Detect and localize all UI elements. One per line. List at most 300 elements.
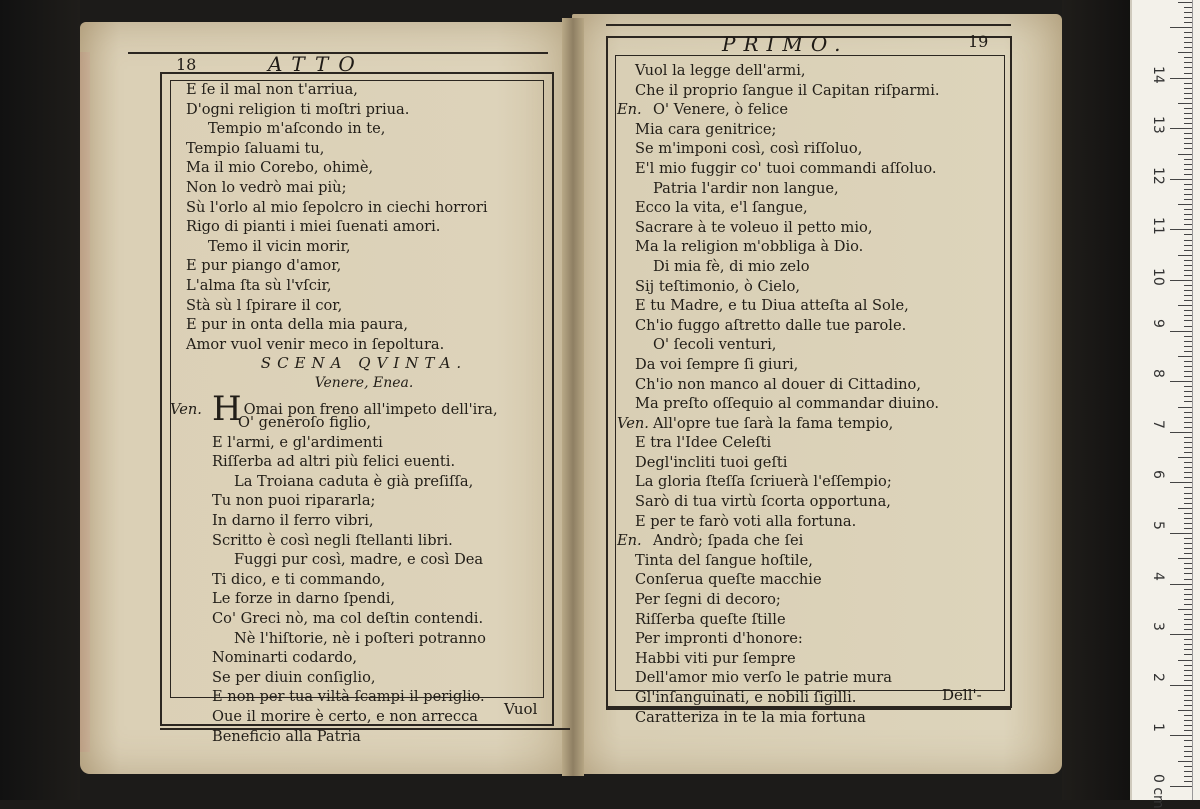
- ruler-tick: [1184, 654, 1192, 655]
- verse-text: Per impronti d'honore:: [635, 630, 803, 648]
- ruler-tick: [1184, 513, 1192, 514]
- verse-line: [617, 492, 1002, 512]
- ruler-tick: [1178, 761, 1192, 762]
- right-header-rule: [606, 24, 1011, 26]
- ruler-tick: [1170, 685, 1192, 686]
- verse-line: [617, 590, 1002, 610]
- ruler-tick: [1184, 250, 1192, 251]
- verse-text: Riſſerba ad altri più felici euenti.: [212, 453, 456, 471]
- ruler-tick: [1184, 310, 1192, 311]
- ruler-tick: [1184, 619, 1192, 620]
- ruler-label: 2: [1150, 672, 1166, 682]
- verse-line: [617, 355, 1002, 375]
- verse-text: Ma la religion m'obbliga à Dio.: [635, 238, 864, 256]
- verse-line: D'ogni religion ti moſtri priua.: [186, 100, 410, 118]
- ruler-tick: [1178, 204, 1192, 205]
- verse-line: [617, 649, 1002, 669]
- ruler-tick: [1178, 609, 1192, 610]
- ruler-tick: [1184, 113, 1192, 114]
- ruler-label: 4: [1150, 571, 1166, 581]
- ruler-tick: [1184, 326, 1192, 327]
- ruler-tick: [1184, 452, 1192, 453]
- verse-line: [617, 277, 1002, 297]
- ruler-tick: [1178, 154, 1192, 155]
- verse-text: La Troiana caduta è già preſiſſa,: [234, 472, 474, 490]
- verse-line: [617, 610, 1002, 630]
- ruler-tick: [1184, 700, 1192, 701]
- ruler-label: 6: [1150, 470, 1166, 480]
- ruler-tick: [1184, 493, 1192, 494]
- verse-text: Caratteriza in te la mia fortuna: [635, 708, 866, 726]
- ruler-tick: [1184, 412, 1192, 413]
- verse-text: In darno il ferro vibri,: [212, 512, 374, 530]
- verse-line: [617, 551, 1002, 571]
- ruler-tick: [1184, 538, 1192, 539]
- ruler-tick: [1170, 381, 1192, 382]
- ruler-tick: [1184, 528, 1192, 529]
- ruler-tick: [1184, 174, 1192, 175]
- verse-line: Stà sù l ſpirare il cor,: [186, 296, 343, 314]
- background-left: [0, 0, 80, 800]
- ruler-tick: [1178, 103, 1192, 104]
- verse-text: La gloria ſteſſa ſcriuerà l'eſſempio;: [635, 473, 892, 491]
- ruler-tick: [1184, 715, 1192, 716]
- scene-characters: Venere, Enea.: [314, 374, 414, 391]
- ruler-edge: [1192, 0, 1193, 800]
- verse-text: Gl'inſanguinati, e nobili ſigilli.: [635, 689, 857, 706]
- left-catchword: Vuol: [504, 700, 538, 718]
- ruler-tick: [1184, 751, 1192, 752]
- book-gutter: [562, 18, 584, 776]
- ruler-tick: [1184, 224, 1192, 225]
- verse-line: [617, 237, 1002, 257]
- ruler-tick: [1184, 649, 1192, 650]
- verse-text: Riſſerba queſte ſtille: [635, 610, 786, 628]
- drop-capital: H: [212, 388, 242, 429]
- ruler-tick: [1184, 7, 1192, 8]
- ruler-tick: [1184, 518, 1192, 519]
- verse-text: Se m'imponi così, così riſſoluo,: [635, 140, 863, 158]
- ruler-tick: [1170, 786, 1192, 787]
- verse-line: [617, 688, 1002, 708]
- verse-line: [170, 472, 542, 492]
- ruler-tick: [1178, 52, 1192, 53]
- verse-line: [617, 257, 1002, 277]
- ruler-tick: [1184, 766, 1192, 767]
- verse-text: Conſerua queſte macchie: [635, 571, 822, 589]
- ruler-tick: [1184, 32, 1192, 33]
- ruler-tick: [1184, 159, 1192, 160]
- ruler-tick: [1184, 12, 1192, 13]
- verse-text: Ma preſto oſſequio al commandar diuino.: [635, 395, 940, 413]
- ruler-tick: [1178, 356, 1192, 357]
- ruler-tick: [1170, 432, 1192, 433]
- ruler-tick: [1184, 194, 1192, 195]
- ruler-tick: [1184, 143, 1192, 144]
- ruler-tick: [1184, 730, 1192, 731]
- verse-line: [617, 61, 1002, 81]
- verse-text: Ch'io fuggo aſtretto dalle tue parole.: [635, 316, 907, 334]
- ruler-label: 1: [1150, 723, 1166, 733]
- verse-text: Se per diuin conſiglio,: [212, 668, 376, 686]
- verse-line: [617, 433, 1002, 453]
- ruler-tick: [1184, 260, 1192, 261]
- ruler-tick: [1184, 285, 1192, 286]
- verse-text: Dell'amor mio verſo le patrie mura: [635, 669, 892, 687]
- ruler-label: 0 cm: [1150, 774, 1166, 809]
- ruler-tick: [1184, 589, 1192, 590]
- ruler-label: 14: [1150, 65, 1166, 84]
- verse-line: [617, 512, 1002, 532]
- ruler-tick: [1178, 305, 1192, 306]
- ruler-tick: [1170, 27, 1192, 28]
- ruler-tick: [1184, 614, 1192, 615]
- ruler-tick: [1184, 22, 1192, 23]
- verse-line: [617, 453, 1002, 473]
- ruler-tick: [1184, 42, 1192, 43]
- verse-text: Di mia fè, di mio zelo: [653, 257, 810, 275]
- verse-text: Ecco la vita, e'l ſangue,: [635, 199, 808, 217]
- ruler-tick: [1184, 462, 1192, 463]
- ruler-tick: [1184, 351, 1192, 352]
- ruler-tick: [1184, 746, 1192, 747]
- ruler-tick: [1184, 118, 1192, 119]
- ruler-tick: [1170, 229, 1192, 230]
- ruler-tick: [1184, 624, 1192, 625]
- ruler-tick: [1170, 482, 1192, 483]
- verse-line: [170, 687, 542, 707]
- verse-text: Andrò; ſpada che ſei: [653, 532, 804, 550]
- ruler-tick: [1184, 164, 1192, 165]
- ruler-tick: [1178, 457, 1192, 458]
- ruler-tick: [1184, 467, 1192, 468]
- ruler-tick: [1184, 17, 1192, 18]
- verse-text: Scritto è così negli ſtellanti libri.: [212, 531, 453, 549]
- verse-line: Amor vuol venir meco in ſepoltura.: [186, 335, 445, 353]
- verse-line: [170, 648, 542, 668]
- ruler-tick: [1184, 371, 1192, 372]
- ruler-tick: [1170, 179, 1192, 180]
- ruler-tick: [1178, 255, 1192, 256]
- verse-line: E pur in onta della mia paura,: [186, 316, 408, 334]
- ruler-tick: [1184, 270, 1192, 271]
- ruler-tick: [1170, 78, 1192, 79]
- verse-text: Fuggi pur così, madre, e così Dea: [234, 551, 484, 569]
- ruler-tick: [1184, 37, 1192, 38]
- verse-line: Rigo di pianti i miei ſuenati amori.: [186, 218, 441, 236]
- verse-text: O' generoſo figlio,: [238, 414, 372, 432]
- verse-line: [170, 727, 542, 747]
- ruler-tick: [1184, 391, 1192, 392]
- ruler-tick: [1184, 594, 1192, 595]
- ruler-tick: [1184, 67, 1192, 68]
- speaker-label: En.: [617, 532, 642, 550]
- ruler-tick: [1184, 680, 1192, 681]
- verse-line: [617, 394, 1002, 414]
- ruler-label: 10: [1150, 268, 1166, 286]
- ruler-tick: [1184, 361, 1192, 362]
- ruler-tick: [1184, 214, 1192, 215]
- verse-line: [170, 531, 542, 551]
- verse-line: [617, 120, 1002, 140]
- verse-line: [617, 375, 1002, 395]
- verse-line: [170, 609, 542, 629]
- verse-text: Sij teſtimonio, ò Cielo,: [635, 277, 801, 295]
- ruler-tick: [1184, 148, 1192, 149]
- ruler-tick: [1184, 771, 1192, 772]
- verse-line: Tempio ſaluami tu,: [186, 139, 325, 157]
- ruler-tick: [1170, 280, 1192, 281]
- ruler-tick: [1184, 73, 1192, 74]
- ruler-tick: [1184, 189, 1192, 190]
- ruler-label: 7: [1150, 419, 1166, 429]
- ruler-tick: [1184, 573, 1192, 574]
- verse-line: Temo il vicin morir,: [208, 237, 351, 255]
- verse-line: [617, 159, 1002, 179]
- ruler-tick: [1184, 401, 1192, 402]
- ruler-tick: [1184, 341, 1192, 342]
- ruler-tick: [1184, 83, 1192, 84]
- ruler-tick: [1184, 472, 1192, 473]
- verse-line: [617, 198, 1002, 218]
- ruler-tick: [1184, 720, 1192, 721]
- verse-text: Patria l'ardir non langue,: [653, 179, 839, 197]
- ruler-tick: [1184, 396, 1192, 397]
- verse-line: [617, 81, 1002, 101]
- verse-text: Ti dico, e ti commando,: [212, 570, 386, 588]
- right-page-number: 19: [968, 32, 989, 51]
- verse-text: Che il proprio ſangue il Capitan riſparmi.: [635, 81, 940, 99]
- ruler-tick: [1184, 740, 1192, 741]
- speaker-label: En.: [617, 101, 642, 119]
- verse-line: [617, 531, 1002, 551]
- ruler-tick: [1184, 47, 1192, 48]
- verse-text: Sarò di tua virtù ſcorta opportuna,: [635, 493, 891, 511]
- ruler-tick: [1184, 265, 1192, 266]
- verse-line: [617, 629, 1002, 649]
- ruler-tick: [1178, 558, 1192, 559]
- verse-line: Non lo vedrò mai più;: [186, 178, 347, 196]
- ruler-tick: [1184, 442, 1192, 443]
- ruler-tick: [1184, 543, 1192, 544]
- ruler-tick: [1184, 336, 1192, 337]
- ruler-tick: [1184, 133, 1192, 134]
- speaker-label: Ven.: [617, 414, 649, 432]
- ruler-tick: [1170, 584, 1192, 585]
- verse-line: [617, 708, 1002, 728]
- verse-line: Sù l'orlo al mio ſepolcro in ciechi horrori: [186, 198, 488, 216]
- ruler-label: 3: [1150, 622, 1166, 632]
- verse-text: O' Venere, ò felice: [653, 101, 788, 119]
- verse-text: E per te farò voti alla fortuna.: [635, 512, 857, 530]
- ruler-tick: [1184, 295, 1192, 296]
- ruler-tick: [1184, 88, 1192, 89]
- ruler-tick: [1184, 320, 1192, 321]
- ruler-tick: [1170, 331, 1192, 332]
- verse-line: [170, 511, 542, 531]
- ruler-tick: [1184, 776, 1192, 777]
- ruler-tick: [1184, 422, 1192, 423]
- ruler-tick: [1184, 376, 1192, 377]
- ruler-tick: [1170, 735, 1192, 736]
- left-page-number: 18: [176, 55, 197, 74]
- verse-line: [617, 179, 1002, 199]
- ruler-tick: [1184, 240, 1192, 241]
- verse-text: Ch'io non manco al douer di Cittadino,: [635, 375, 921, 393]
- verse-text: E tra l'Idee Celeſti: [635, 434, 772, 452]
- verse-line: L'alma ſta sù l'vſcir,: [186, 276, 332, 294]
- ruler-tick: [1184, 417, 1192, 418]
- ruler-tick: [1170, 634, 1192, 635]
- verse-text: Vuol la legge dell'armi,: [635, 62, 806, 79]
- verse-line: [617, 570, 1002, 590]
- ruler-tick: [1178, 508, 1192, 509]
- ruler-label: 9: [1150, 318, 1166, 328]
- ruler-label: 5: [1150, 521, 1166, 530]
- verse-line: [170, 629, 542, 649]
- verse-text: Tinta del ſangue hoſtile,: [635, 551, 813, 569]
- ruler-tick: [1184, 523, 1192, 524]
- verse-line: [170, 668, 542, 688]
- ruler-label: 11: [1150, 217, 1166, 236]
- verse-text: Oue il morire è certo, e non arrecca: [212, 708, 478, 725]
- ruler-tick: [1184, 599, 1192, 600]
- ruler-tick: [1184, 275, 1192, 276]
- ruler-tick: [1184, 62, 1192, 63]
- verse-text: Da voi ſempre ſi giuri,: [635, 355, 799, 373]
- verse-line: [617, 472, 1002, 492]
- ruler-tick: [1184, 123, 1192, 124]
- ruler-tick: [1184, 366, 1192, 367]
- ruler-tick: [1184, 665, 1192, 666]
- speaker-label: Ven.: [170, 400, 202, 418]
- ruler-label: 13: [1150, 116, 1166, 135]
- verse-text: Omai pon freno all'impeto dell'ira,: [243, 400, 498, 418]
- left-text-column: [170, 80, 542, 746]
- ruler-tick: [1184, 639, 1192, 640]
- ruler-tick: [1184, 629, 1192, 630]
- ruler-tick: [1184, 725, 1192, 726]
- verse-line: [617, 668, 1002, 688]
- ruler-tick: [1184, 427, 1192, 428]
- ruler-tick: [1184, 695, 1192, 696]
- verse-line: [617, 316, 1002, 336]
- verse-text: Le forze in darno ſpendi,: [212, 590, 396, 608]
- ruler-tick: [1184, 477, 1192, 478]
- ruler-tick: [1178, 2, 1192, 3]
- ruler-tick: [1178, 660, 1192, 661]
- ruler-tick: [1184, 219, 1192, 220]
- ruler-tick: [1184, 644, 1192, 645]
- verse-text: Per ſegni di decoro;: [635, 591, 781, 609]
- ruler-tick: [1184, 604, 1192, 605]
- verse-text: All'opre tue ſarà la fama tempio,: [653, 414, 894, 432]
- ruler-tick: [1184, 690, 1192, 691]
- ruler-tick: [1184, 138, 1192, 139]
- verse-line: Tempio m'aſcondo in te,: [208, 120, 386, 138]
- left-running-header: ATTO: [268, 52, 365, 76]
- verse-line: [617, 335, 1002, 355]
- ruler-tick: [1184, 568, 1192, 569]
- ruler-tick: [1184, 98, 1192, 99]
- verse-line: [170, 452, 542, 472]
- verse-text: E l'armi, e gl'ardimenti: [212, 433, 383, 451]
- ruler-tick: [1184, 670, 1192, 671]
- verse-text: E tu Madre, e tu Diua atteſta al Sole,: [635, 297, 909, 315]
- ruler-tick: [1184, 675, 1192, 676]
- ruler-label: 12: [1150, 166, 1166, 185]
- ruler-tick: [1178, 407, 1192, 408]
- verse-text: Beneficio alla Patria: [212, 727, 361, 745]
- ruler-tick: [1184, 199, 1192, 200]
- ruler-tick: [1178, 710, 1192, 711]
- verse-line: [617, 100, 1002, 120]
- ruler-tick: [1184, 57, 1192, 58]
- ruler-tick: [1184, 548, 1192, 549]
- verse-text: E'l mio fuggir co' tuoi commandi aſſoluo.: [635, 159, 937, 177]
- ruler-tick: [1184, 487, 1192, 488]
- ruler-tick: [1184, 315, 1192, 316]
- scene-title: SCENA QVINTA.: [260, 354, 468, 373]
- verse-line: [170, 491, 542, 511]
- verse-line: E ſe il mal non t'arriua,: [186, 81, 358, 98]
- ruler-tick: [1184, 184, 1192, 185]
- ruler-tick: [1184, 553, 1192, 554]
- background-right: [1062, 0, 1132, 800]
- verse-line: [170, 433, 542, 453]
- ruler-tick: [1170, 128, 1192, 129]
- ruler-tick: [1184, 346, 1192, 347]
- verse-text: Habbi viti pur ſempre: [635, 649, 796, 667]
- ruler-tick: [1184, 169, 1192, 170]
- verse-line: [170, 550, 542, 570]
- ruler-tick: [1184, 300, 1192, 301]
- ruler-tick: [1184, 93, 1192, 94]
- verse-line: [170, 589, 542, 609]
- verse-text: Sacrare à te voleuo il petto mio,: [635, 218, 873, 236]
- verse-text: Mia cara genitrice;: [635, 120, 777, 138]
- ruler-tick: [1184, 290, 1192, 291]
- ruler-tick: [1184, 386, 1192, 387]
- ruler-tick: [1184, 245, 1192, 246]
- ruler-tick: [1184, 108, 1192, 109]
- verse-line: [170, 570, 542, 590]
- verse-line: E pur piango d'amor,: [186, 257, 342, 275]
- ruler-tick: [1184, 579, 1192, 580]
- ruler-tick: [1184, 498, 1192, 499]
- verse-line: [170, 707, 542, 727]
- verse-text: Co' Greci nò, ma col deſtin contendi.: [212, 610, 484, 628]
- verse-text: Nè l'hiſtorie, nè i poſteri potranno: [234, 629, 486, 647]
- verse-line: [617, 139, 1002, 159]
- ruler-tick: [1184, 756, 1192, 757]
- verse-text: Tu non puoi ripararla;: [212, 492, 376, 510]
- ruler-label: 8: [1150, 369, 1166, 379]
- verse-line: [617, 296, 1002, 316]
- verse-text: O' ſecoli venturi,: [653, 336, 777, 354]
- verse-line: Ma il mio Corebo, ohimè,: [186, 159, 374, 177]
- ruler-tick: [1184, 437, 1192, 438]
- ruler-tick: [1184, 503, 1192, 504]
- verse-text: Nominarti codardo,: [212, 649, 358, 667]
- ruler-tick: [1184, 209, 1192, 210]
- verse-text: E non per tua viltà ſcampi il periglio.: [212, 688, 485, 706]
- ruler-tick: [1184, 234, 1192, 235]
- ruler-tick: [1184, 705, 1192, 706]
- ruler-tick: [1184, 563, 1192, 564]
- ruler-tick: [1184, 447, 1192, 448]
- right-text-column: [617, 61, 1002, 727]
